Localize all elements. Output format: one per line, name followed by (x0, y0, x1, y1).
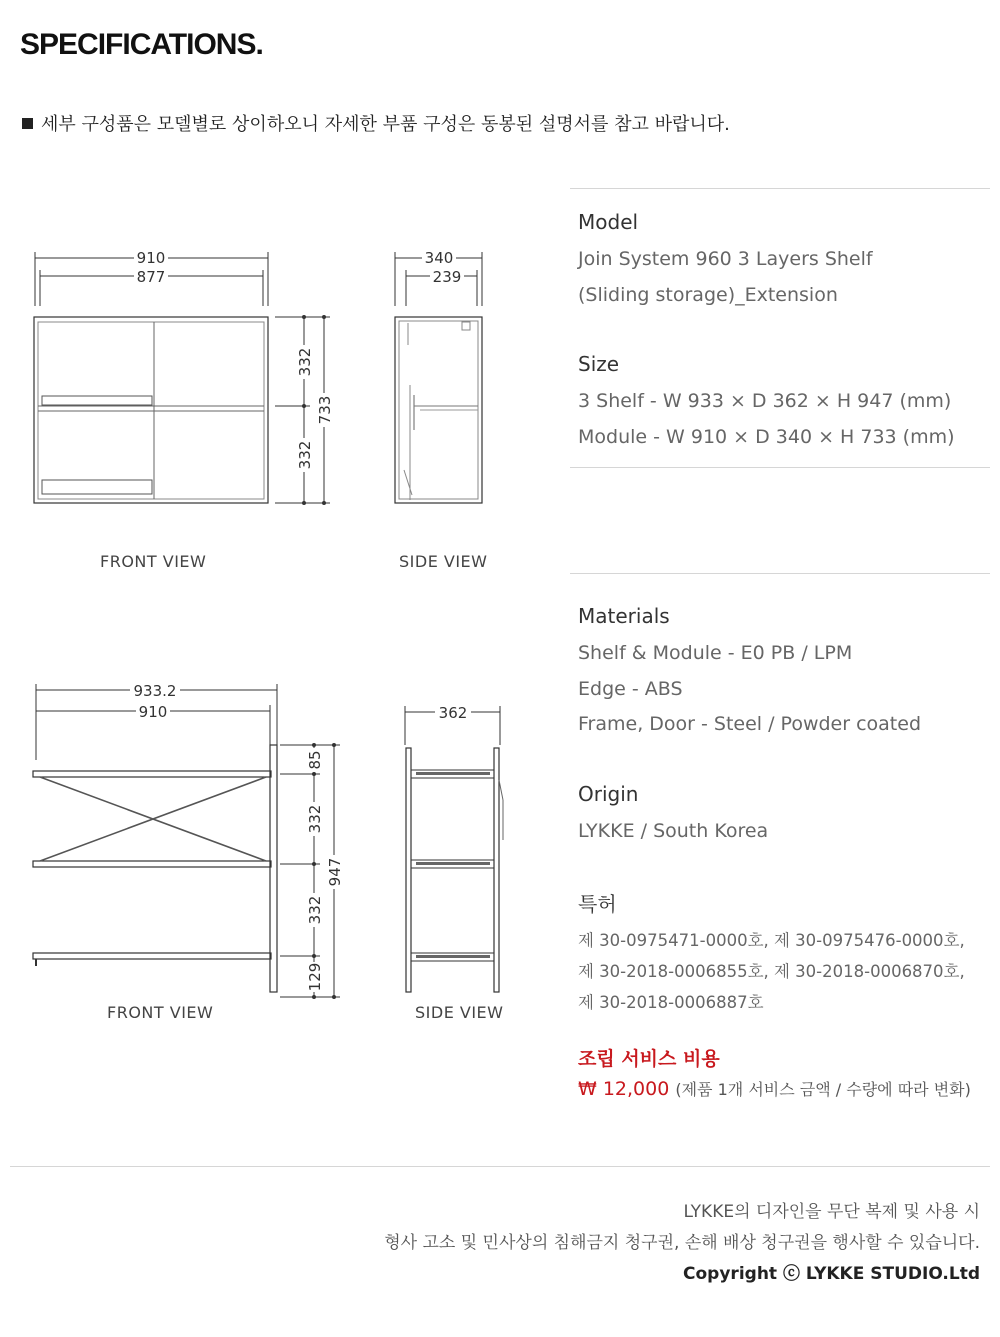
dim-85: 85 (306, 750, 324, 770)
patent-heading: 특허 (578, 892, 617, 916)
dim-239: 239 (432, 268, 462, 286)
origin-line-1: LYKKE / South Korea (578, 820, 769, 842)
materials-heading: Materials (578, 604, 670, 628)
origin-heading: Origin (578, 782, 639, 806)
technical-drawings (0, 0, 560, 1100)
dim-362: 362 (438, 704, 468, 722)
model-heading: Model (578, 210, 639, 234)
module-side-view-label: SIDE VIEW (399, 552, 488, 571)
spec-model (578, 210, 988, 313)
footer-copyright: Copyright ⓒ LYKKE STUDIO.Ltd (683, 1264, 980, 1284)
dim-340: 340 (424, 249, 454, 267)
materials-line-2: Edge - ABS (578, 677, 683, 700)
shelf-front-view-label: FRONT VIEW (107, 1003, 214, 1022)
spec-size (578, 352, 988, 455)
size-heading: Size (578, 352, 620, 376)
dim-933-2: 933.2 (133, 682, 177, 700)
dim-332-upper: 332 (296, 347, 314, 377)
assembly-price-row (578, 1077, 988, 1100)
patent-line-1: 제 30-0975471-0000호, 제 30-0975476-0000호, (578, 931, 965, 950)
assembly-price: ₩ 12,000 (578, 1078, 670, 1100)
dim-910-shelf: 910 (138, 703, 168, 721)
patent-line-2: 제 30-2018-0006855호, 제 30-2018-0006870호, (578, 962, 965, 981)
materials-line-3: Frame, Door - Steel / Powder coated (578, 713, 922, 735)
dim-332-shelf-upper: 332 (306, 804, 324, 834)
module-front-dims (134, 249, 334, 472)
dim-332-lower: 332 (296, 440, 314, 470)
dim-332-shelf-lower: 332 (306, 895, 324, 925)
divider (570, 188, 990, 189)
dim-733: 733 (316, 395, 334, 425)
footer-line-2: 형사 고소 및 민사상의 침해금지 청구권, 손해 배상 청구권을 행사할 수 있습니다. (384, 1233, 980, 1253)
shelf-side-view-label: SIDE VIEW (415, 1003, 504, 1022)
dim-910: 910 (136, 249, 166, 267)
notice-text: 세부 구성품은 모델별로 상이하오니 자세한 부품 구성은 동봉된 설명서를 참고 바랍니다. (41, 114, 730, 135)
size-line-1: 3 Shelf - W 933 × D 362 × H 947 (mm) (578, 390, 952, 412)
materials-line-1: Shelf & Module - E0 PB / LPM (578, 642, 853, 664)
size-line-2: Module - W 910 × D 340 × H 733 (mm) (578, 425, 955, 448)
shelf-front-dims (130, 682, 344, 992)
divider (570, 467, 990, 468)
page-title: SPECIFICATIONS. (20, 28, 263, 61)
footer-divider (10, 1166, 990, 1167)
spec-patent (578, 888, 988, 1018)
spec-materials (578, 604, 988, 743)
module-front-view-label: FRONT VIEW (100, 552, 207, 571)
assembly-heading: 조립 서비스 비용 (578, 1048, 720, 1070)
patent-line-3: 제 30-2018-0006887호 (578, 993, 764, 1012)
module-front-drawing (34, 252, 330, 503)
dim-947: 947 (326, 857, 344, 887)
dim-877: 877 (136, 268, 166, 286)
model-line-2: (Sliding storage)_Extension (578, 283, 838, 306)
spec-origin (578, 782, 988, 850)
model-line-1: Join System 960 3 Layers Shelf (578, 248, 873, 270)
module-side-dims (422, 249, 464, 286)
footer-line-1: LYKKE의 디자인을 무단 복제 및 사용 시 (683, 1202, 980, 1222)
shelf-side-drawing (405, 706, 503, 992)
assembly-price-note: (제품 1개 서비스 금액 / 수량에 따라 변화) (675, 1080, 971, 1099)
shelf-front-drawing (33, 684, 340, 997)
divider (570, 573, 990, 574)
dim-129: 129 (306, 962, 324, 992)
module-side-drawing (395, 252, 482, 503)
spec-assembly (578, 1044, 988, 1100)
shelf-side-dims (435, 704, 471, 722)
